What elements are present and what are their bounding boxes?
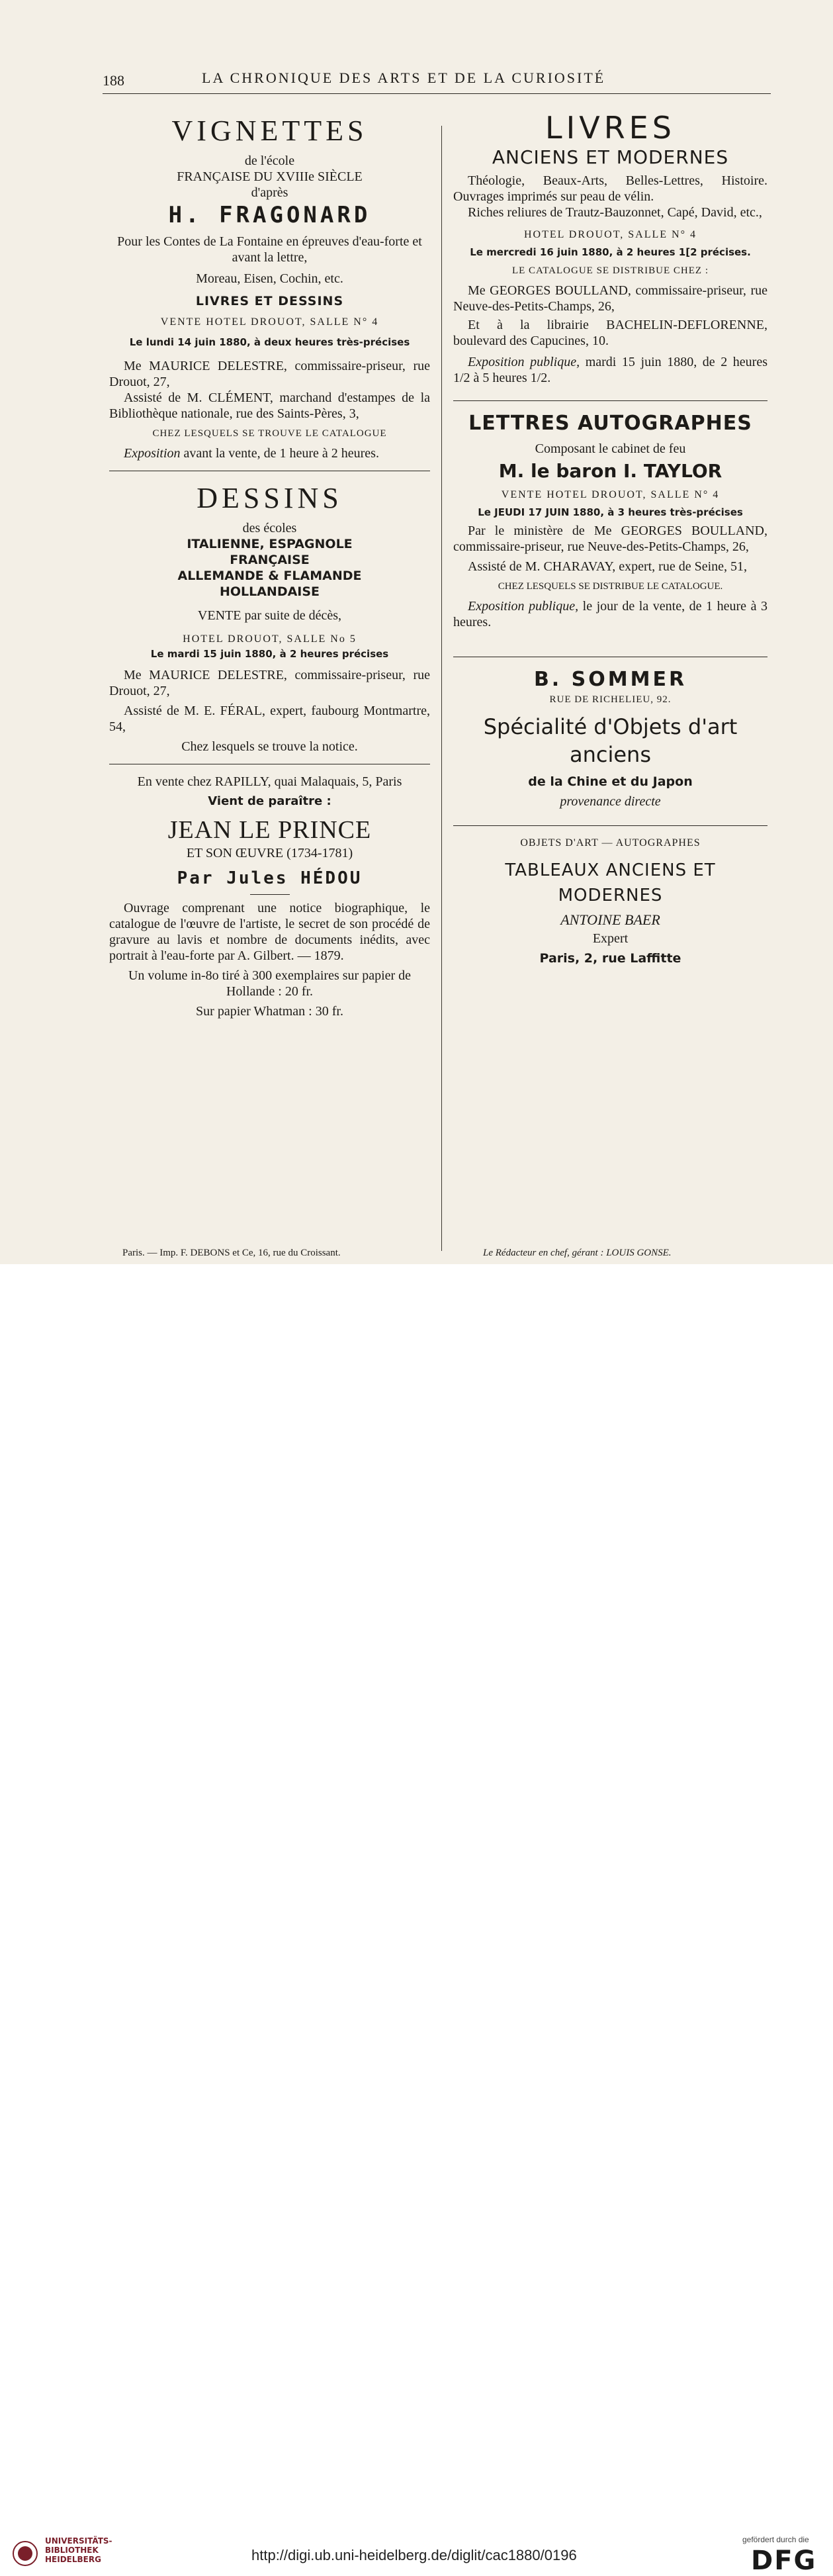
- expo-label: Exposition: [124, 446, 181, 461]
- book-title: JEAN LE PRINCE: [167, 816, 372, 844]
- ad-sommer: [453, 667, 767, 809]
- journal-title: LA CHRONIQUE DES ARTS ET DE LA CURIOSITÉ: [202, 69, 606, 86]
- viewer-footer: [0, 1264, 833, 2576]
- section-rule: [453, 400, 767, 401]
- catalogue-note: LE CATALOGUE SE DISTRIBUE CHEZ :: [511, 265, 709, 276]
- ad-text: Un volume in-8o tiré à 300 exemplaires sur papier de Hollande : 20 fr.: [128, 968, 412, 999]
- ad-baer: [453, 835, 767, 966]
- library-line: BIBLIOTHEK: [45, 2546, 99, 2555]
- ad-text: Me MAURICE DELESTRE, commissaire-priseur, rue Drouot, 27,: [109, 668, 430, 698]
- ad-text: Théologie, Beaux-Arts, Belles-Lettres, Histoire. Ouvrages imprimés sur peau de vélin.: [453, 173, 767, 204]
- ad-title: LETTRES AUTOGRAPHES: [468, 412, 752, 435]
- ad-text: Me MAURICE DELESTRE, commissaire-priseur, rue Drouot, 27,: [109, 359, 430, 389]
- editor-note: Le Rédacteur en chef, gérant : LOUIS GONSE.: [483, 1248, 672, 1258]
- ad-text: Et à la librairie BACHELIN-DEFLORENNE, boulevard des Capucines, 10.: [453, 318, 767, 348]
- ad-text: Assisté de M. CLÉMENT, marchand d'estampes de la Bibliothèque nationale, rue des Saints-Pères, 3,: [109, 391, 430, 421]
- sale-date: Le mercredi 16 juin 1880, à 2 heures 1[2 précises.: [470, 246, 751, 258]
- book-author: Par Jules HÉDOU: [177, 868, 363, 888]
- ad-line: ET SON ŒUVRE (1734-1781): [186, 846, 353, 860]
- ad-text: Riches reliures de Trautz-Bauzonnet, Capé, David, etc.,: [468, 205, 762, 220]
- catalogue-note: CHEZ LESQUELS SE DISTRIBUE LE CATALOGUE.: [498, 581, 723, 592]
- ad-line: Expert: [592, 931, 629, 946]
- sale-date: Le mardi 15 juin 1880, à 2 heures précises: [150, 648, 389, 660]
- ad-subtitle: LIVRES ET DESSINS: [195, 294, 344, 308]
- library-name: [45, 2536, 112, 2564]
- ad-line: HOLLANDAISE: [219, 584, 320, 599]
- artist-name: H. FRAGONARD: [168, 202, 371, 228]
- expert-name: ANTOINE BAER: [560, 911, 660, 928]
- exposition: [453, 354, 767, 386]
- funder-label: gefördert durch die: [742, 2535, 809, 2544]
- running-head: [103, 63, 771, 89]
- expo-label: Exposition publique,: [468, 355, 580, 369]
- ad-line: des écoles: [242, 521, 297, 535]
- exposition: [453, 598, 767, 630]
- ad-line: ALLEMANDE & FLAMANDE: [177, 569, 362, 583]
- expo-label: Exposition publique,: [468, 599, 579, 614]
- section-rule: [453, 825, 767, 826]
- library-line: UNIVERSITÄTS-: [45, 2536, 112, 2546]
- dealer-address: RUE DE RICHELIEU, 92.: [549, 694, 672, 705]
- ad-line: Composant le cabinet de feu: [535, 441, 686, 456]
- sale-date: Le lundi 14 juin 1880, à deux heures très-précises: [129, 336, 410, 348]
- collector-name: M. le baron I. TAYLOR: [498, 460, 723, 482]
- ad-text: Assisté de M. CHARAVAY, expert, rue de Seine, 51,: [468, 559, 748, 574]
- ad-lettres: [453, 410, 767, 630]
- printer-note: Paris. — Imp. F. DEBONS et Ce, 16, rue du Croissant.: [122, 1248, 341, 1258]
- ad-subtitle: TABLEAUX ANCIENS ET MODERNES: [505, 860, 716, 905]
- library-line: HEIDELBERG: [45, 2555, 101, 2564]
- ad-title: DESSINS: [197, 482, 343, 514]
- short-rule: [250, 894, 290, 895]
- exposition: [109, 445, 430, 461]
- sale-location: VENTE HOTEL DROUOT, SALLE N° 4: [160, 316, 379, 328]
- expert-address: Paris, 2, rue Laffitte: [539, 951, 681, 966]
- ad-subtitle: ANCIENS ET MODERNES: [492, 146, 729, 168]
- left-column: [109, 109, 430, 1019]
- ad-dessins: [109, 481, 430, 755]
- page-number: 188: [103, 72, 124, 89]
- ad-text: Me GEORGES BOULLAND, commissaire-priseur, rue Neuve-des-Petits-Champs, 26,: [453, 283, 767, 314]
- ad-line: OBJETS D'ART — AUTOGRAPHES: [520, 837, 701, 849]
- ad-title: VIGNETTES: [171, 115, 368, 147]
- dealer-name: B. SOMMER: [533, 668, 687, 691]
- expo-text: avant la vente, de 1 heure à 2 heures.: [183, 446, 379, 461]
- ad-livres: [453, 109, 767, 386]
- ad-line: [453, 794, 767, 809]
- ad-line: de la Chine et du Japon: [528, 774, 693, 789]
- ad-line: de l'école: [244, 154, 295, 168]
- sale-date: Le JEUDI 17 JUIN 1880, à 3 heures très-précises: [478, 506, 743, 518]
- right-column: [453, 109, 767, 966]
- ad-line: En vente chez RAPILLY, quai Malaquais, 5, Paris: [137, 774, 402, 789]
- ad-text: VENTE par suite de décès,: [197, 608, 342, 623]
- specialty: Spécialité d'Objets d'art anciens: [483, 714, 738, 767]
- ad-text: Assisté de M. E. FÉRAL, expert, faubourg Montmartre, 54,: [109, 704, 430, 734]
- permalink[interactable]: http://digi.ub.uni-heidelberg.de/diglit/cac1880/0196: [251, 2547, 577, 2563]
- ad-title: LIVRES: [545, 110, 676, 146]
- ad-line: [453, 912, 767, 928]
- ad-vignettes: [109, 113, 430, 461]
- ad-prince: [109, 774, 430, 1019]
- provenance: provenance directe: [560, 794, 661, 809]
- ad-text: Sur papier Whatman : 30 fr.: [196, 1004, 343, 1019]
- header-rule: [103, 93, 771, 94]
- ad-line: Vient de paraître :: [208, 794, 331, 808]
- university-seal-icon: [12, 2540, 38, 2567]
- ad-text: Pour les Contes de La Fontaine en épreuves d'eau-forte et avant la lettre,: [117, 234, 422, 265]
- sale-location: VENTE HOTEL DROUOT, SALLE N° 4: [501, 489, 720, 500]
- ad-line: FRANÇAISE DU XVIIIe SIÈCLE: [177, 169, 363, 184]
- column-divider: [441, 126, 442, 1251]
- catalogue-note: CHEZ LESQUELS SE TROUVE LE CATALOGUE: [152, 428, 387, 439]
- expo-text: mardi 15 juin 1880, de 2 heures 1/2 à 5 heures 1/2.: [453, 355, 767, 385]
- sale-location: HOTEL DROUOT, SALLE N° 4: [523, 229, 697, 240]
- expo-text: le jour de la vente, de 1 heure à 3 heures.: [453, 599, 767, 629]
- ad-text: Par le ministère de Me GEORGES BOULLAND, commissaire-priseur, rue Neuve-des-Petits-Champs, 26,: [453, 524, 767, 554]
- ad-line: FRANÇAISE: [230, 553, 310, 567]
- sale-location: HOTEL DROUOT, SALLE No 5: [183, 633, 357, 645]
- ad-line: ITALIENNE, ESPAGNOLE: [187, 537, 353, 551]
- ad-line: d'après: [251, 185, 288, 200]
- ad-text: Chez lesquels se trouve la notice.: [181, 739, 358, 754]
- ad-text: Ouvrage comprenant une notice biographique, le catalogue de l'œuvre de l'artiste, le secret de son procédé de gravure au lavis et nombre de documents inédits, avec portrait à l'eau-forte par A. Gilbert. — 1879.: [109, 901, 430, 963]
- dfg-logo: DFG: [751, 2546, 817, 2576]
- ad-text: Moreau, Eisen, Cochin, etc.: [196, 271, 343, 286]
